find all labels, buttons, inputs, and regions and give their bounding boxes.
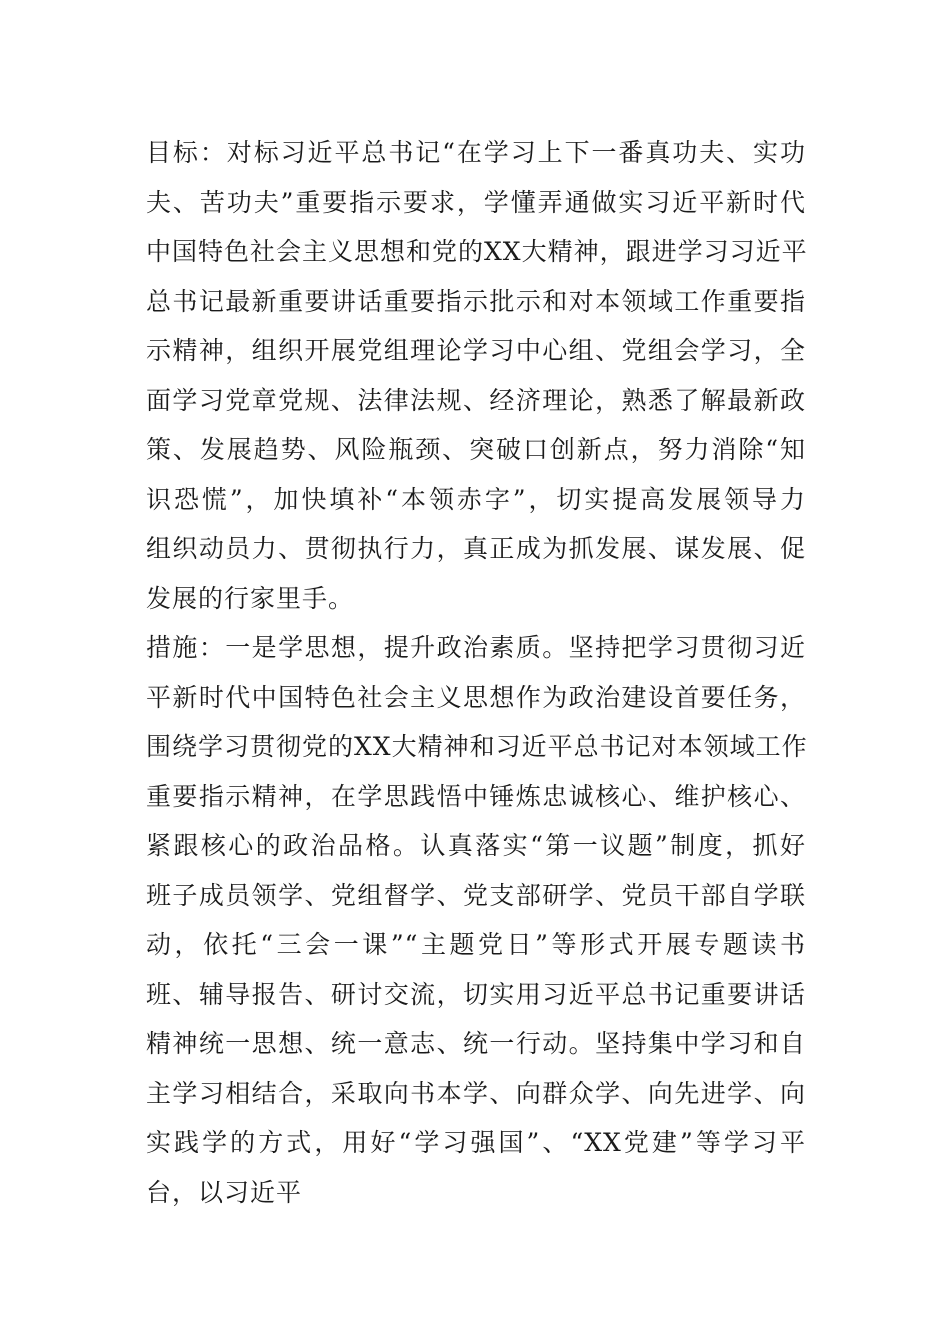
text-line: 目标：对标习近平总书记“在学习上下一番真功夫、实功 [146,138,806,167]
text-line: 紧跟核心的政治品格。认真落实“第一议题”制度，抓好 [146,831,806,860]
document-body [146,128,806,1217]
text-line: 中国特色社会主义思想和党的XX大精神，跟进学习习近平 [146,237,808,266]
text-line: 台，以习近平 [146,1177,303,1207]
text-line: 策、发展趋势、风险瓶颈、突破口创新点，努力消除“知 [146,435,806,464]
text-line: 措施：一是学思想，提升政治素质。坚持把学习贯彻习近 [146,633,806,662]
text-line: 识恐慌”，加快填补“本领赤字”，切实提高发展领导力 [146,484,806,514]
text-line: 夫、苦功夫”重要指示要求，学懂弄通做实习近平新时代 [146,187,806,217]
text-line: 重要指示精神，在学思践悟中锤炼忠诚核心、维护核心、 [146,781,806,811]
text-line: 示精神，组织开展党组理论学习中心组、党组会学习，全 [146,336,806,365]
text-line: 发展的行家里手。 [146,583,355,613]
text-line: 精神统一思想、统一意志、统一行动。坚持集中学习和自 [146,1029,806,1058]
text-line: 实践学的方式，用好“学习强国”、“XX党建”等学习平 [146,1128,806,1157]
text-line: 平新时代中国特色社会主义思想作为政治建设首要任务， [146,682,806,712]
text-line: 班、辅导报告、研讨交流，切实用习近平总书记重要讲话 [146,979,806,1009]
text-line: 组织动员力、贯彻执行力，真正成为抓发展、谋发展、促 [146,534,806,563]
text-line: 主学习相结合，采取向书本学、向群众学、向先进学、向 [146,1078,806,1108]
text-line: 班子成员领学、党组督学、党支部研学、党员干部自学联 [146,880,806,910]
text-line: 总书记最新重要讲话重要指示批示和对本领域工作重要指 [146,286,806,316]
text-line: 围绕学习贯彻党的XX大精神和习近平总书记对本领域工作 [146,732,808,761]
paragraph-measures [146,623,806,1217]
text-line: 动，依托“三会一课”“主题党日”等形式开展专题读书 [146,930,806,959]
paragraph-goal [146,128,806,623]
text-line: 面学习党章党规、法律法规、经济理论，熟悉了解最新政 [146,385,806,415]
